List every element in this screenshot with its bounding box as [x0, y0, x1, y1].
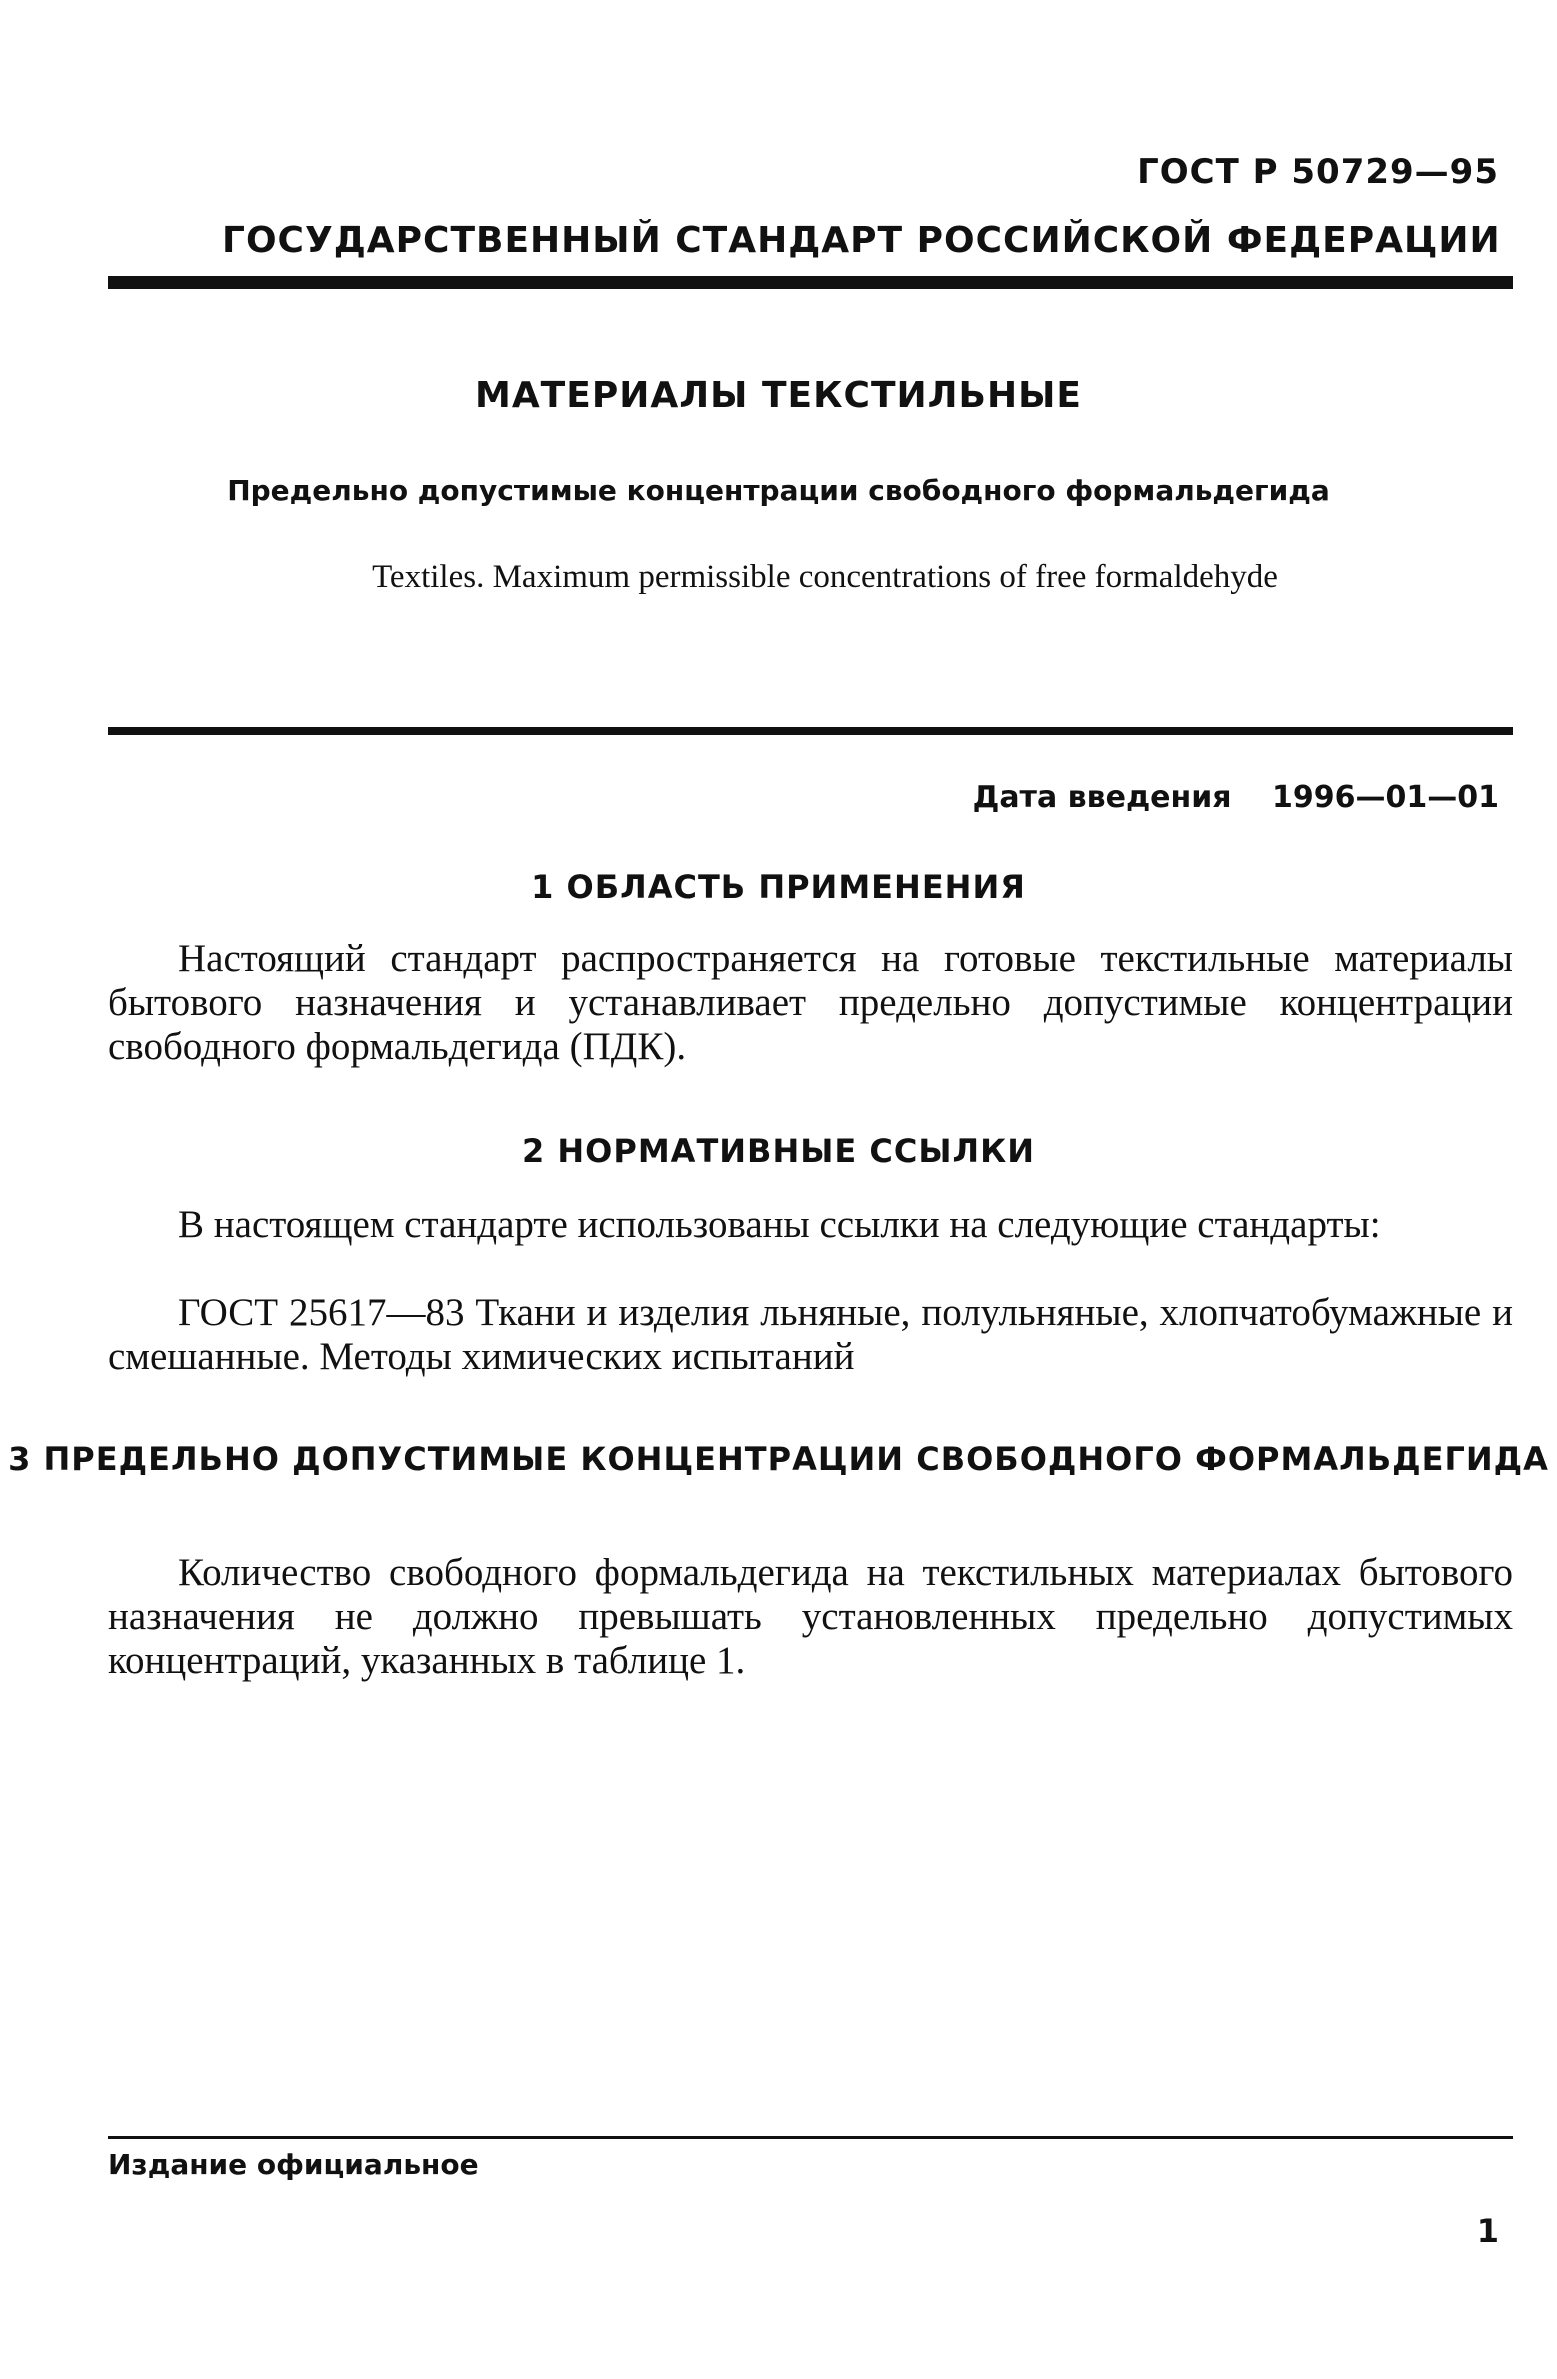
organization-title: ГОСУДАРСТВЕННЫЙ СТАНДАРТ РОССИЙСКОЙ ФЕДЕРАЦИИ [222, 220, 1501, 261]
section-heading-limits: 3 ПРЕДЕЛЬНО ДОПУСТИМЫЕ КОНЦЕНТРАЦИИ СВОБОДНОГО ФОРМАЛЬДЕГИДА [8, 1440, 1549, 1478]
introduction-date-value: 1996—01—01 [1272, 780, 1499, 815]
section-paragraph-references-gost: ГОСТ 25617—83 Ткани и изделия льняные, полульняные, хлопчатобумажные и смешанные. Методы химических испытаний [108, 1291, 1513, 1378]
introduction-date [973, 780, 1499, 815]
section-paragraph-limits: Количество свободного формальдегида на текстильных материалах бытового назначения не должно превышать установленных предельно допустимых концентраций, указанных в таблице 1. [108, 1551, 1513, 1682]
section-heading-scope: 1 ОБЛАСТЬ ПРИМЕНЕНИЯ [531, 868, 1026, 906]
title-rule [108, 727, 1513, 735]
page-number: 1 [1476, 2212, 1499, 2250]
document-code: ГОСТ Р 50729—95 [1137, 152, 1499, 192]
footer-rule [108, 2136, 1513, 2139]
header-rule [108, 276, 1513, 289]
introduction-date-label: Дата введения [972, 780, 1232, 815]
section-paragraph-references-intro: В настоящем стандарте использованы ссылки на следующие стандарты: [178, 1203, 1381, 1246]
section-paragraph-scope: Настоящий стандарт распространяется на готовые текстильные материалы бытового назначения и устанавливает предельно допустимые концентрации свободного формальдегида (ПДК). [108, 937, 1513, 1068]
standard-title: МАТЕРИАЛЫ ТЕКСТИЛЬНЫЕ [475, 375, 1082, 416]
standard-subtitle: Предельно допустимые концентрации свободного формальдегида [227, 474, 1330, 507]
standard-english-title: Textiles. Maximum permissible concentrations of free formaldehyde [372, 559, 1278, 595]
section-heading-references: 2 НОРМАТИВНЫЕ ССЫЛКИ [521, 1132, 1036, 1170]
edition-label: Издание официальное [108, 2148, 479, 2181]
